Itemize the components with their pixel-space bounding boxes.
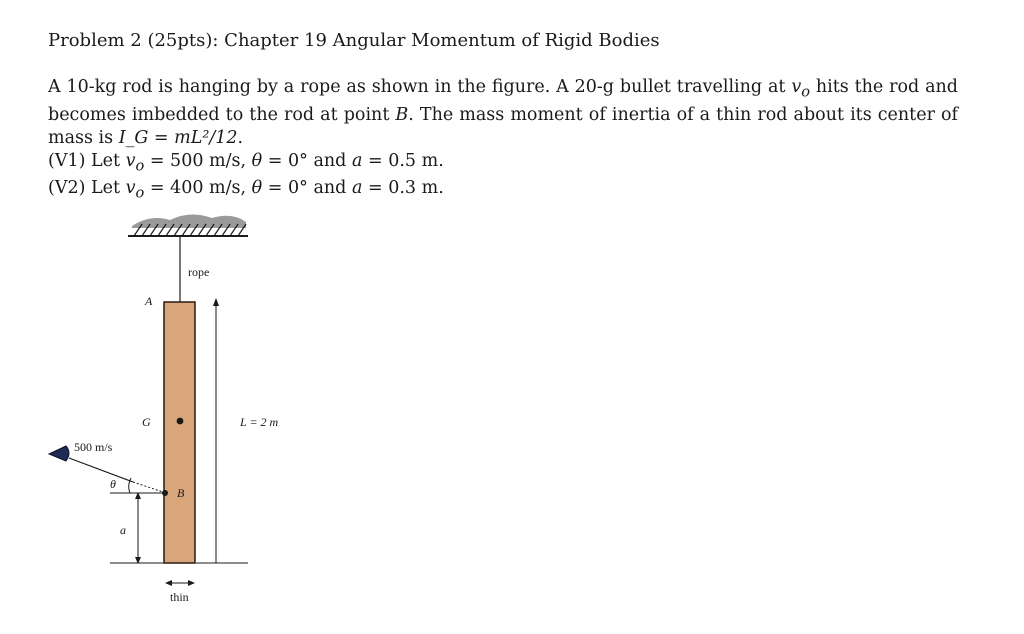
variant-v-sub: o bbox=[135, 157, 145, 174]
variant-a-symbol: a bbox=[351, 150, 363, 171]
variant-a-value: = 0.5 m. bbox=[367, 150, 444, 171]
variant-label: (V1) Let bbox=[48, 150, 120, 171]
thin-label: thin bbox=[170, 590, 189, 604]
inertia-formula: I_G = mL²/12 bbox=[118, 127, 238, 148]
bullet-speed-label: 500 m/s bbox=[74, 440, 113, 454]
ceiling bbox=[128, 214, 248, 236]
variant-theta-value: = 0° bbox=[267, 150, 308, 171]
center-of-mass-dot bbox=[177, 418, 184, 425]
rope-label: rope bbox=[188, 265, 210, 279]
velocity-subscript: o bbox=[801, 83, 810, 101]
bullet-path bbox=[69, 458, 133, 482]
variant-v-sub: o bbox=[135, 184, 145, 202]
variant-v-value: = 500 m/s, bbox=[149, 150, 247, 171]
variant-theta-symbol: θ bbox=[251, 150, 263, 171]
variant-v-symbol: v bbox=[125, 178, 136, 198]
point-g-label: G bbox=[142, 415, 151, 429]
statement-part-3: . The mass moment of inertia of a thin rod about its center of mass is bbox=[48, 104, 959, 148]
statement-part-4: . bbox=[237, 127, 244, 148]
thin-arrow-right bbox=[188, 580, 195, 586]
variant-and: and bbox=[313, 178, 347, 198]
variant-v-symbol: v bbox=[125, 150, 136, 171]
statement-part-2: hits the rod and becomes imbedded to the rod at point bbox=[48, 77, 958, 125]
variant-v-value: = 400 m/s, bbox=[149, 178, 247, 198]
velocity-symbol: v bbox=[791, 77, 802, 97]
problem-title: Problem 2 (25pts): Chapter 19 Angular Momentum of Rigid Bodies bbox=[48, 30, 660, 51]
a-dimension-label: a bbox=[120, 523, 126, 537]
bullet-path-dotted bbox=[133, 482, 163, 492]
variant-and: and bbox=[313, 150, 347, 171]
bullet-icon bbox=[49, 446, 69, 461]
statement-part-1: A 10-kg rod is hanging by a rope as shown in the figure. A 20-g bullet travelling at bbox=[48, 77, 792, 97]
variant-a-symbol: a bbox=[351, 178, 363, 198]
point-a-label: A bbox=[145, 294, 153, 308]
variant-a-value: = 0.3 m. bbox=[367, 178, 444, 198]
length-arrow-top bbox=[213, 298, 219, 306]
variant-label: (V2) Let bbox=[48, 178, 120, 198]
theta-label: θ bbox=[110, 477, 116, 491]
variant-theta-symbol: θ bbox=[251, 178, 263, 198]
point-b-ref: B bbox=[395, 104, 409, 125]
thin-arrow-left bbox=[165, 580, 172, 586]
length-label: L = 2 m bbox=[240, 415, 279, 429]
point-b-label: B bbox=[177, 486, 185, 500]
rod bbox=[164, 302, 195, 563]
variant-theta-value: = 0° bbox=[267, 178, 308, 198]
